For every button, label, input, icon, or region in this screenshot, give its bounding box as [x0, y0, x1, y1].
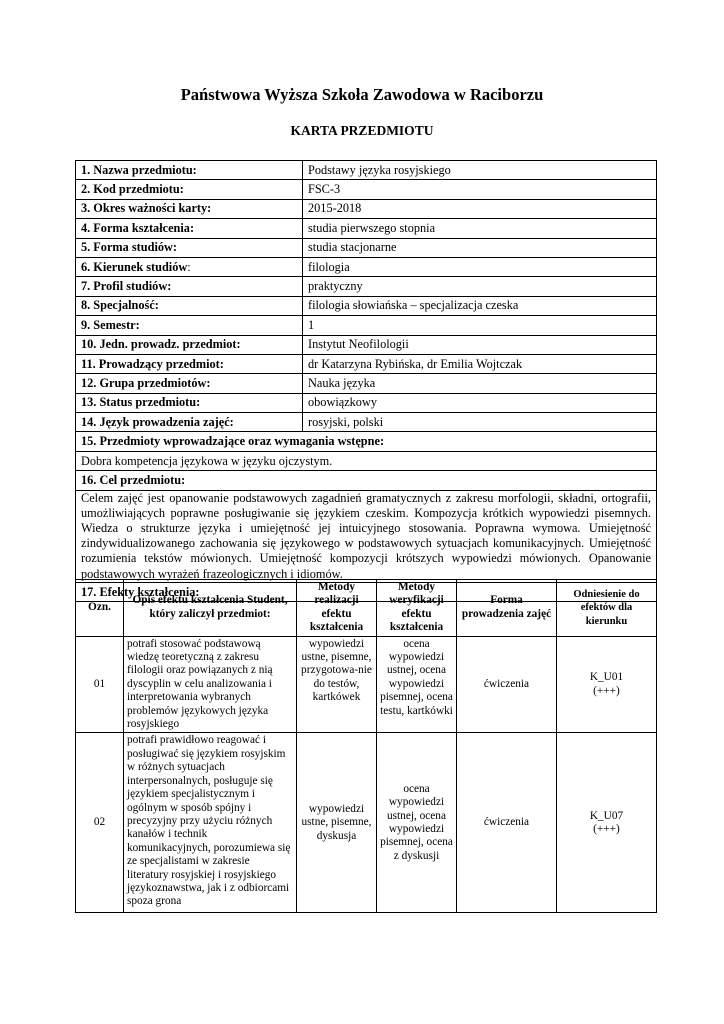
info-label: 1. Nazwa przedmiotu:	[76, 161, 303, 180]
info-label: 3. Okres ważności karty:	[76, 199, 303, 218]
info-label: 2. Kod przedmiotu:	[76, 180, 303, 199]
info-row	[76, 199, 657, 218]
info-value: 1	[303, 316, 657, 335]
info-row	[76, 393, 657, 412]
col-metody-realizacji: Metody realizacji efektu kształcenia	[297, 580, 377, 637]
info-value: rosyjski, polski	[303, 413, 657, 432]
info-value: dr Katarzyna Rybińska, dr Emilia Wojtczak	[303, 354, 657, 373]
info-label: 12. Grupa przedmiotów:	[76, 374, 303, 393]
info-row	[76, 316, 657, 335]
institution-title: Państwowa Wyższa Szkoła Zawodowa w Raciborzu	[180, 85, 544, 104]
info-row	[76, 296, 657, 315]
info-row	[76, 277, 657, 296]
info-label: 4. Forma kształcenia:	[76, 219, 303, 238]
info-row	[76, 161, 657, 180]
info-row	[76, 180, 657, 199]
prerequisites-row	[76, 451, 657, 470]
info-row	[76, 238, 657, 257]
info-label: 9. Semestr:	[76, 316, 303, 335]
info-label: 5. Forma studiów:	[76, 238, 303, 257]
info-label: 14. Język prowadzenia zajęć:	[76, 413, 303, 432]
goal-heading: 16. Cel przedmiotu:	[76, 471, 657, 490]
course-info-table	[75, 160, 657, 602]
prerequisites-heading: 15. Przedmioty wprowadzające oraz wymagania wstępne:	[76, 432, 657, 451]
info-value: Instytut Neofilologii	[303, 335, 657, 354]
effect-reference-level: (+++)	[593, 684, 620, 697]
effect-row-02	[76, 733, 657, 913]
info-label: 11. Prowadzący przedmiot:	[76, 354, 303, 373]
card-title: KARTA PRZEDMIOTU	[290, 123, 434, 138]
info-label: 10. Jedn. prowadz. przedmiot:	[76, 335, 303, 354]
effect-form: ćwiczenia	[457, 636, 557, 733]
goal-text: Celem zajęć jest opanowanie podstawowych zagadnień gramatycznych z zakresu morfologii, składni, ortografii, umożliwiających poprawne posługiwanie się językiem czeskim. Kompozycja krótkich wypowiedzi pisemnych. Wiedza o strukturze języka i umiejętność jej intuicyjnego stosowania. Poprawna wymowa. Umiejętność zindywidualizowanego zachowania się językowego w podstawowych sytuacjach komunikacyjnych. Umiejętność rozumienia tekstów mówionych. Umiejętność kompozycji krótszych wypowiedzi mówionych. Opanowanie podstawowych wyrażeń frazeologicznych i idiomów.	[76, 490, 657, 582]
col-opis: Opis efektu kształcenia Student, który zaliczył przedmiot:	[124, 580, 297, 637]
learning-effects-table	[75, 579, 657, 913]
info-value: filologia	[303, 257, 657, 276]
effect-description: potrafi prawidłowo reagować i posługiwać się językiem rosyjskim w różnych sytuacjach interpersonalnych, posługuje się językiem specjalistycznym i ogólnym w sposób spójny i precyzyjny przy użyciu różnych kanałów i technik komunikacyjnych, porozumiewa się ze specjalistami w zakresie literatury rosyjskiej i rosyjskiego językoznawstwa, jak i z odbiorcami spoza grona	[124, 733, 297, 913]
info-row	[76, 219, 657, 238]
goal-heading-row	[76, 471, 657, 490]
col-odniesienie: Odniesienie do efektów dla kierunku	[557, 580, 657, 637]
effect-reference-code: K_U01	[589, 671, 624, 684]
effect-description: potrafi stosować podstawową wiedzę teoretyczną z zakresu filologii oraz powiązanych z nią dyscyplin w celu analizowania i interpretowania wybranych problemów językowych języka rosyjskiego	[124, 636, 297, 733]
info-value: praktyczny	[303, 277, 657, 296]
effect-form: ćwiczenia	[457, 733, 557, 913]
info-label-suffix: :	[187, 259, 191, 274]
effects-header-row	[76, 580, 657, 637]
prerequisites-heading-row	[76, 432, 657, 451]
col-forma: Forma prowadzenia zajęć	[457, 580, 557, 637]
effect-realization-methods: wypowiedzi ustne, pisemne, dyskusja	[297, 733, 377, 913]
col-metody-weryfikacji: Metody weryfikacji efektu kształcenia	[377, 580, 457, 637]
info-row	[76, 335, 657, 354]
effect-reference	[557, 733, 657, 913]
info-value: Podstawy języka rosyjskiego	[303, 161, 657, 180]
info-label	[76, 257, 303, 276]
info-row	[76, 413, 657, 432]
effect-reference	[557, 636, 657, 733]
info-row	[76, 257, 657, 276]
info-label: 13. Status przedmiotu:	[76, 393, 303, 412]
info-value: filologia słowiańska – specjalizacja czeska	[303, 296, 657, 315]
prerequisites-text: Dobra kompetencja językowa w języku ojczystym.	[76, 451, 657, 470]
info-label: 8. Specjalność:	[76, 296, 303, 315]
effect-verification-methods: ocena wypowiedzi ustnej, ocena wypowiedzi pisemnej, ocena z dyskusji	[377, 733, 457, 913]
info-label-main: 6. Kierunek studiów	[81, 259, 188, 274]
effect-ozn: 01	[76, 636, 124, 733]
info-value: Nauka języka	[303, 374, 657, 393]
info-value: 2015-2018	[303, 199, 657, 218]
info-value: studia pierwszego stopnia	[303, 219, 657, 238]
goal-row	[76, 490, 657, 582]
effect-row-01	[76, 636, 657, 733]
effect-realization-methods: wypowiedzi ustne, pisemne, przygotowa-nie do testów, kartkówek	[297, 636, 377, 733]
effect-reference-code: K_U07	[589, 809, 624, 822]
col-ozn: Ozn.	[76, 580, 124, 637]
effects-heading: 17. Efekty kształcenia:	[76, 582, 657, 601]
info-row	[76, 374, 657, 393]
effect-verification-methods: ocena wypowiedzi ustnej, ocena wypowiedzi pisemnej, ocena testu, kartkówki	[377, 636, 457, 733]
info-label: 7. Profil studiów:	[76, 277, 303, 296]
info-value: obowiązkowy	[303, 393, 657, 412]
info-value: studia stacjonarne	[303, 238, 657, 257]
effect-reference-level: (+++)	[593, 822, 620, 835]
info-row	[76, 354, 657, 373]
info-value: FSC-3	[303, 180, 657, 199]
effect-ozn: 02	[76, 733, 124, 913]
